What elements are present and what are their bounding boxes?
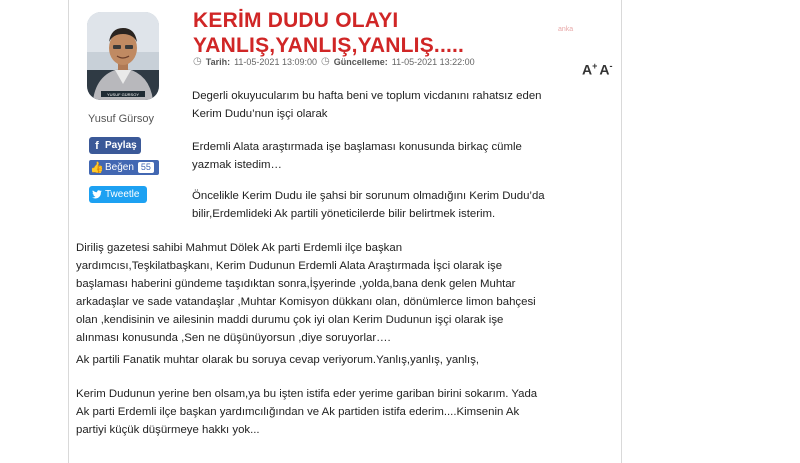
article-paragraph: Diriliş gazetesi sahibi Mahmut Dölek Ak parti Erdemli ilçe başkan yardımcısı,Teşkilatbaşkanı, Kerim Dudunun Erdemli Alata Araştırmada İşci olarak işe başlaması haberini gündeme taşıdıktan sonra,İşyerinde ,yolda,bana denk gelen Muhtar arkadaşlar ve sade vatandaşlar ,Muhtar Komisyon dükkanı olan, dönümlerce limon bahçesi olan ,kendisinin ve ailesinin maddi durumu çok iyi olan Kerim Dudunun işçi olarak işe alınması konusunda ,Sen ne düşünüyorsun ,diye soruyorlar….: [76, 242, 536, 344]
article-title: [193, 8, 553, 58]
clock-icon: ◷: [193, 56, 202, 67]
font-increase-button[interactable]: A+: [582, 61, 598, 78]
facebook-like-button[interactable]: [89, 160, 159, 175]
facebook-icon: f: [95, 139, 99, 152]
article-paragraph: Ak partili Fanatik muhtar olarak bu soruya cevap veriyorum.Yanlış,yanlış, yanlış,: [76, 354, 480, 366]
date-value: 11-05-2021 13:09:00: [234, 56, 317, 67]
agency-logo: anka: [558, 26, 574, 33]
tweet-button[interactable]: [89, 186, 147, 203]
date-label: Tarih:: [205, 56, 231, 67]
tweet-label: Tweetle: [105, 189, 140, 200]
article-paragraph: Degerli okuyucularım bu hafta beni ve toplum vicdanını rahatsız eden Kerim Dudu’nun işçi olarak: [192, 90, 542, 120]
clock-icon: ◷: [320, 56, 330, 67]
font-size-controls: [582, 61, 613, 78]
article-meta: [193, 56, 475, 67]
article-paragraph: Kerim Dudunun yerine ben olsam,ya bu işten istifa eder yerime gariban birini sokarım. Yada Ak parti Erdemli ilçe başkan yardımcılığından ve Ak partiden istifa ederim....Kimsenin Ak partiyi küçük düşürmeye hakkı yok...: [76, 388, 538, 436]
author-portrait-image: [87, 12, 159, 100]
twitter-bird-icon: [89, 190, 105, 199]
page-border-right: [621, 0, 622, 463]
like-count: 55: [138, 162, 154, 173]
facebook-share-button[interactable]: [89, 137, 141, 154]
article-title-line-2: YANLIŞ,YANLIŞ,YANLIŞ.....: [193, 34, 465, 57]
page-border-left: [68, 0, 69, 463]
article-title-line-1: KERİM DUDU OLAYI: [193, 9, 399, 32]
photo-caption: YUSUF GÜRSOY: [106, 92, 140, 97]
thumbs-up-icon: 👍: [90, 162, 104, 174]
updated-label: Güncelleme:: [333, 56, 388, 67]
like-label: Beğen: [105, 162, 134, 173]
updated-value: 11-05-2021 13:22:00: [391, 56, 475, 67]
share-label: Paylaş: [105, 140, 137, 151]
article-paragraph: Öncelikle Kerim Dudu ile şahsi bir sorunum olmadığını Kerim Dudu’da bilir,Erdemlideki Ak partili yöneticilerde bilir belirtmek isterim.: [192, 190, 545, 220]
author-name[interactable]: Yusuf Gürsoy: [88, 113, 155, 125]
font-decrease-button[interactable]: A-: [599, 61, 613, 78]
author-photo: [87, 12, 159, 100]
article-paragraph: Erdemli Alata araştırmada işe başlaması konusunda birkaç cümle yazmak istedim…: [192, 141, 522, 171]
